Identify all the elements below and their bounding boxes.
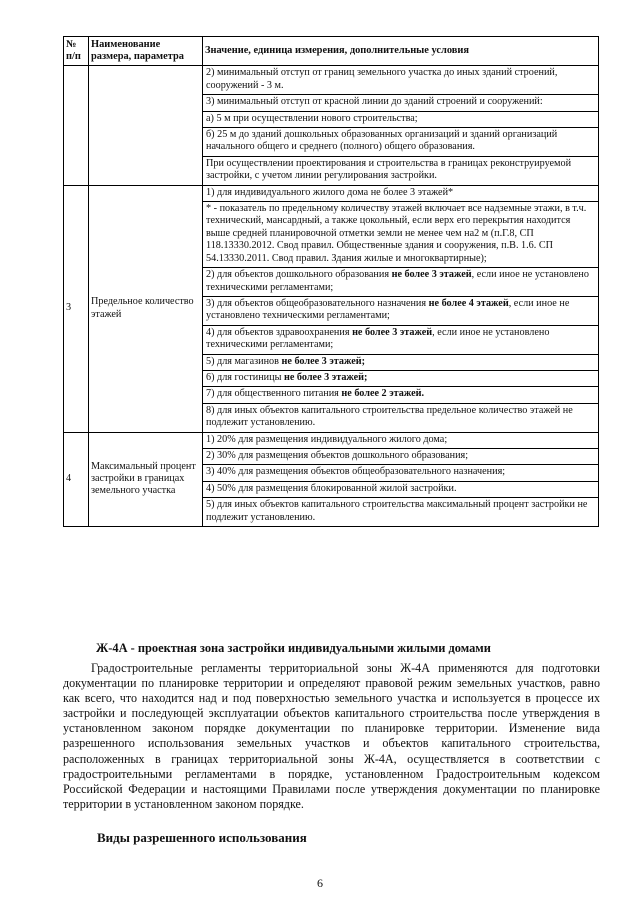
value-paragraph <box>203 482 598 498</box>
text-run: * - показатель по предельному количеству этажей включает все надземные этажи, в т.ч. технический, мансардный, а также цокольный, если верх его перекрытия находится выше средней планировочной отметки земли не менее чем на2 м (п.Г.8, СП 118.13330.2012. Свод правил. Общественные здания и сооружения, п.В. 1.6. СП 54.13330.2011. Свод правил. Здания жилые и многоквартирные); <box>206 203 587 264</box>
permitted-use-heading: Виды разрешенного использования <box>97 830 307 845</box>
value-paragraph <box>203 449 598 465</box>
text-run: 3) 40% для размещения объектов общеобразовательного назначения; <box>206 466 506 478</box>
table-row <box>64 66 599 185</box>
value-paragraph <box>203 498 598 526</box>
bold-text-run: не более 3 этажей; <box>283 371 368 383</box>
bold-text-run: не более 3 этажей <box>391 269 472 281</box>
text-run: 1) 20% для размещения индивидуального жилого дома; <box>206 433 448 445</box>
value-paragraph <box>203 433 598 449</box>
row-number: 4 <box>64 432 89 526</box>
text-run: 2) 30% для размещения объектов дошкольного образования; <box>206 449 469 461</box>
header-value: Значение, единица измерения, дополнительные условия <box>203 37 599 66</box>
row-value-cell <box>203 432 599 526</box>
table-row <box>64 432 599 526</box>
row-number <box>64 66 89 185</box>
regulations-table <box>63 36 599 527</box>
text-run: 6) для гостиницы <box>206 371 284 383</box>
text-run: 5) для магазинов <box>206 355 282 367</box>
header-number: № п/п <box>64 37 89 66</box>
zone-heading: Ж-4А - проектная зона застройки индивидуальными жилыми домами <box>96 641 491 655</box>
page-number: 6 <box>317 876 323 890</box>
bold-text-run: не более 3 этажей <box>352 326 433 338</box>
row-value-cell <box>203 66 599 185</box>
table-row <box>64 185 599 432</box>
text-run: 3) для объектов общеобразовательного назначения <box>206 297 429 309</box>
value-paragraph <box>203 95 598 111</box>
text-run: , если иное не установлено техническими регламентами; <box>206 326 550 351</box>
text-run: б) 25 м до зданий дошкольных образованных организаций и зданий организаций начального общего и среднего (полного) общего образования. <box>206 129 558 153</box>
value-paragraph <box>203 202 598 268</box>
text-run: а) 5 м при осуществлении нового строительства; <box>206 112 418 124</box>
text-run: 3) минимальный отступ от красной линии до зданий строений и сооружений: <box>206 96 543 108</box>
value-paragraph <box>203 465 598 481</box>
text-run: 2) для объектов дошкольного образования <box>206 269 392 281</box>
value-paragraph <box>203 186 598 202</box>
text-run: , если иное не установлено техническими регламентами; <box>206 269 589 293</box>
value-paragraph <box>203 404 598 432</box>
text-run: 5) для иных объектов капитального строительства максимальный процент застройки не подлежит установлению. <box>206 499 588 523</box>
zone-description-paragraph: Градостроительные регламенты территориальной зоны Ж-4А применяются для подготовки документации по планировке территории и определяют правовой режим земельных участков, равно как всего, что находится над и под поверхностью земельного участка и используется в процессе их застройки и последующей эксплуатации объектов капитального строительства после утверждения в установленном законом порядке документации по планировке территории. Изменение вида разрешенного использования земельных участков и объектов капитального строительства, расположенных в границах территориальной зоны Ж-4А, осуществляется в соответствии с градостроительными регламентами в порядке, установленном Градостроительным кодексом Российской Федерации и настоящими Правилами после утверждения документации по планировке территории в установленном законом порядке. <box>63 661 600 811</box>
text-run: 4) для объектов здравоохранения <box>206 326 353 338</box>
table-body <box>64 66 599 527</box>
text-run: 7) для общественного питания <box>206 388 342 400</box>
value-paragraph <box>203 371 598 387</box>
value-paragraph <box>203 387 598 403</box>
value-paragraph <box>203 326 598 355</box>
bold-text-run: не более 2 этажей. <box>341 388 425 400</box>
header-parameter-name: Наименование размера, параметра <box>89 37 203 66</box>
row-parameter-name: Предельное количество этажей <box>89 185 203 432</box>
row-value-cell <box>203 185 599 432</box>
table-header-row <box>64 37 599 66</box>
row-parameter-name: Максимальный процент застройки в границах земельного участка <box>89 432 203 526</box>
row-number: 3 <box>64 185 89 432</box>
bold-text-run: не более 3 этажей; <box>281 355 365 367</box>
value-paragraph <box>203 128 598 157</box>
value-paragraph <box>203 157 598 185</box>
text-run: 8) для иных объектов капитального строительства предельное количество этажей не подлежит установлению. <box>206 404 573 429</box>
value-paragraph <box>203 268 598 297</box>
text-run: , если иное не установлено техническими регламентами; <box>206 297 570 322</box>
row-parameter-name <box>89 66 203 185</box>
value-paragraph <box>203 355 598 371</box>
value-paragraph <box>203 297 598 326</box>
value-paragraph <box>203 66 598 95</box>
value-paragraph <box>203 112 598 128</box>
text-run: При осуществлении проектирования и строительства в границах реконструируемой застройки, с учетом линии регулирования застройки. <box>206 157 572 182</box>
text-run: 2) минимальный отступ от границ земельного участка до иных зданий строений, сооружений - 3 м. <box>206 67 558 91</box>
text-run: 4) 50% для размещения блокированной жилой застройки. <box>206 482 457 494</box>
text-run: 1) для индивидуального жилого дома не более 3 этажей* <box>206 186 454 198</box>
bold-text-run: не более 4 этажей <box>428 297 509 309</box>
